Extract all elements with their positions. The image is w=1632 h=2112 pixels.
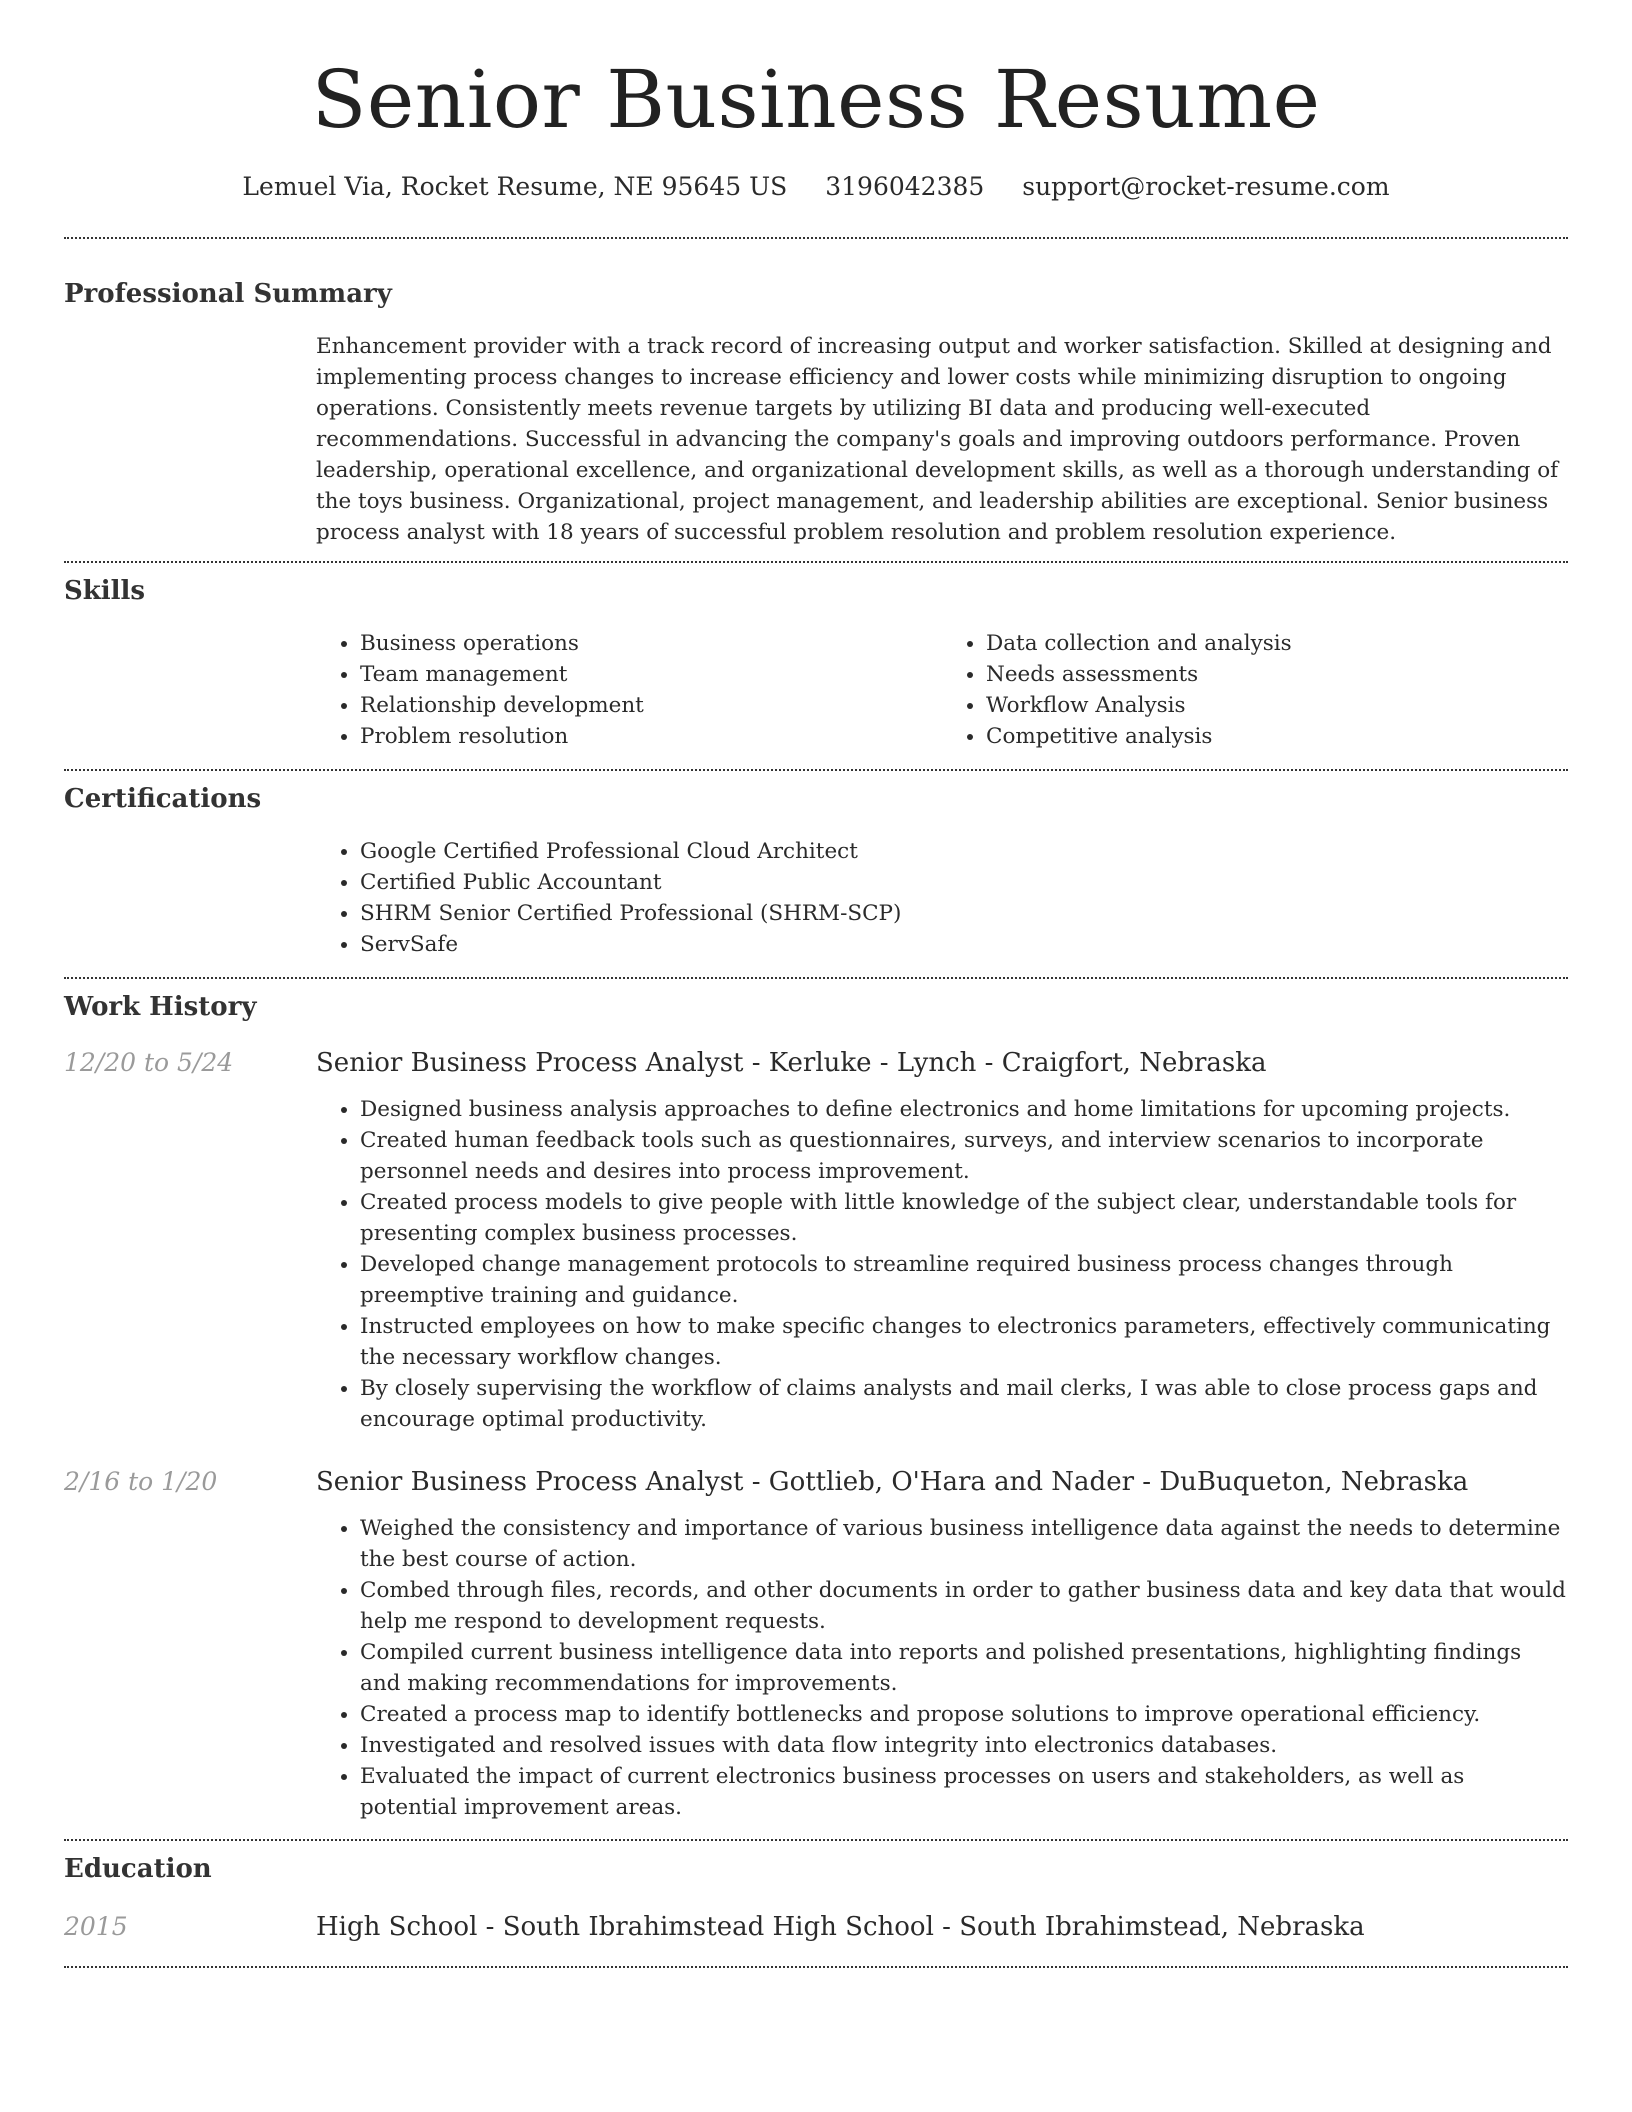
- job-bullet: • Weighed the consistency and importance of various business intelligence data against the needs to determine the best course of action.: [360, 1513, 1568, 1575]
- contact-line: [64, 170, 1568, 204]
- job-title: Senior Business Process Analyst - Kerluke - Lynch - Craigfort, Nebraska: [316, 1048, 1267, 1078]
- education-heading: Education: [64, 1854, 212, 1884]
- certifications-section: [64, 771, 1568, 960]
- job-bullet: • Designed business analysis approaches to define electronics and home limitations for upcoming projects.: [360, 1094, 1568, 1125]
- skill-item: • Workflow Analysis: [986, 690, 1568, 721]
- certification-item: • Certified Public Accountant: [360, 867, 1568, 898]
- certification-item: • Google Certified Professional Cloud Architect: [360, 836, 1568, 867]
- job-bullet: • Created human feedback tools such as questionnaires, surveys, and interview scenarios to incorporate personnel needs and desires into process improvement.: [360, 1125, 1568, 1187]
- summary-heading: Professional Summary: [64, 279, 392, 309]
- education-header: [64, 1910, 1568, 1944]
- job-title: Senior Business Process Analyst - Gottlieb, O'Hara and Nader - DuBuqueton, Nebraska: [316, 1467, 1469, 1497]
- job-entry: [64, 1465, 1568, 1823]
- skill-item: • Data collection and analysis: [986, 628, 1568, 659]
- job-entry: [64, 1046, 1568, 1435]
- education-title: High School - South Ibrahimstead High School - South Ibrahimstead, Nebraska: [316, 1912, 1365, 1942]
- job-bullet: • Investigated and resolved issues with data flow integrity into electronics databases.: [360, 1730, 1568, 1761]
- job-dates: 2/16 to 1/20: [64, 1467, 218, 1496]
- education-date: 2015: [64, 1912, 128, 1941]
- contact-email: support@rocket-resume.com: [1022, 172, 1390, 201]
- skill-item: • Relationship development: [360, 690, 942, 721]
- work-heading: Work History: [64, 992, 257, 1022]
- summary-section: [64, 239, 1568, 548]
- education-section: [64, 1841, 1568, 1944]
- skills-section: [64, 563, 1568, 752]
- job-dates: 12/20 to 5/24: [64, 1048, 234, 1077]
- summary-text: Enhancement provider with a track record of increasing output and worker satisfaction. Skilled at designing and implementing process changes to increase efficiency and lower costs while minimizing disruption to ongoing operations. Consistently meets revenue targets by utilizing BI data and producing well-executed recommendations. Successful in advancing the company's goals and improving outdoors performance. Proven leadership, operational excellence, and organizational development skills, as well as a thorough understanding of the toys business. Organizational, project management, and leadership abilities are exceptional. Senior business process analyst with 18 years of successful problem resolution and problem resolution experience.: [316, 334, 1559, 545]
- certification-item: • ServSafe: [360, 929, 1568, 960]
- job-bullet: • Combed through files, records, and other documents in order to gather business data and key data that would help me respond to development requests.: [360, 1575, 1568, 1637]
- job-header: [64, 1465, 1568, 1499]
- job-bullet: • Evaluated the impact of current electronics business processes on users and stakeholders, as well as potential improvement areas.: [360, 1761, 1568, 1823]
- job-bullets: [316, 1513, 1568, 1823]
- job-header: [64, 1046, 1568, 1080]
- job-bullet: • Instructed employees on how to make specific changes to electronics parameters, effectively communicating the necessary workflow changes.: [360, 1311, 1568, 1373]
- skills-list-left: [316, 628, 942, 752]
- certification-item: • SHRM Senior Certified Professional (SHRM-SCP): [360, 898, 1568, 929]
- skills-heading: Skills: [64, 576, 146, 606]
- job-bullet: • Compiled current business intelligence data into reports and polished presentations, highlighting findings and making recommendations for improvements.: [360, 1637, 1568, 1699]
- contact-phone: 3196042385: [825, 172, 985, 201]
- certifications-list: [316, 836, 1568, 960]
- resume-title: Senior Business Resume: [311, 53, 1321, 146]
- education-entry: [64, 1910, 1568, 1944]
- certifications-body: [316, 836, 1568, 960]
- job-bullet: • Created process models to give people with little knowledge of the subject clear, understandable tools for presenting complex business processes.: [360, 1187, 1568, 1249]
- contact-address: Lemuel Via, Rocket Resume, NE 95645 US: [242, 172, 788, 201]
- job-bullet: • By closely supervising the workflow of claims analysts and mail clerks, I was able to close process gaps and encourage optimal productivity.: [360, 1373, 1568, 1435]
- work-section: [64, 979, 1568, 1823]
- skill-item: • Problem resolution: [360, 721, 942, 752]
- skill-item: • Team management: [360, 659, 942, 690]
- skill-item: • Business operations: [360, 628, 942, 659]
- certifications-heading: Certifications: [64, 784, 262, 814]
- skills-grid: [316, 628, 1568, 752]
- job-bullets: [316, 1094, 1568, 1435]
- skill-item: • Competitive analysis: [986, 721, 1568, 752]
- job-bullet-list: [316, 1094, 1568, 1435]
- footer-divider: [64, 1966, 1568, 1968]
- job-bullet: • Created a process map to identify bottlenecks and propose solutions to improve operational efficiency.: [360, 1699, 1568, 1730]
- job-bullet-list: [316, 1513, 1568, 1823]
- skills-list-right: [942, 628, 1568, 752]
- skill-item: • Needs assessments: [986, 659, 1568, 690]
- job-bullet: • Developed change management protocols to streamline required business process changes through preemptive training and guidance.: [360, 1249, 1568, 1311]
